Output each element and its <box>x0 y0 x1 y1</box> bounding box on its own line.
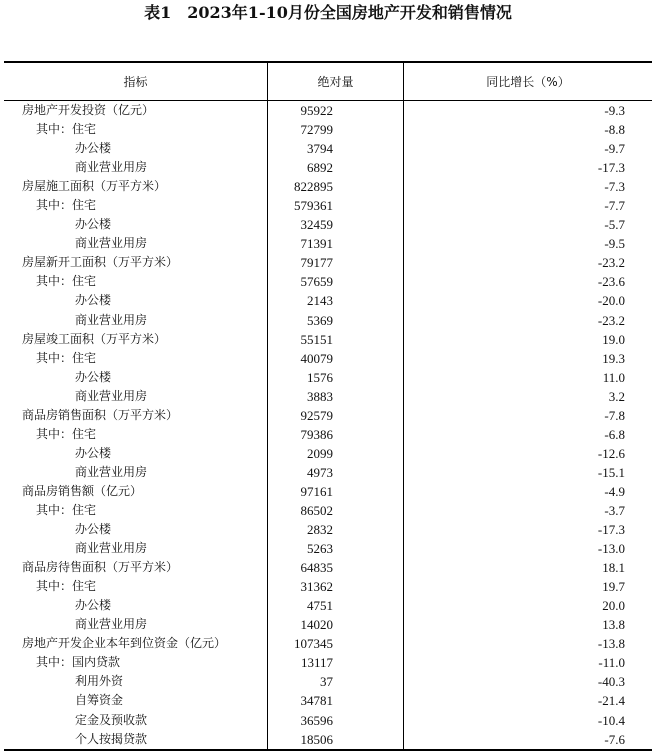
row-yoy: -23.2 <box>597 255 625 271</box>
row-label: 商品房销售额（亿元） <box>22 483 143 498</box>
table-row <box>4 634 652 653</box>
data-table <box>4 61 652 751</box>
row-label: 其中：住宅 <box>36 502 97 517</box>
table-row <box>4 234 652 253</box>
table-body <box>4 101 652 749</box>
row-label: 商业营业用房 <box>75 541 148 556</box>
row-label: 办公楼 <box>75 369 112 384</box>
table-row <box>4 596 652 615</box>
table-row <box>4 387 652 406</box>
table-row <box>4 711 652 730</box>
row-yoy: -13.0 <box>597 541 625 557</box>
row-value: 5369 <box>267 311 404 330</box>
table-row <box>4 368 652 387</box>
row-value: 36596 <box>267 711 404 730</box>
table-header <box>4 63 652 101</box>
row-value: 72799 <box>267 120 404 139</box>
row-label: 办公楼 <box>75 598 112 613</box>
row-yoy: -9.5 <box>604 236 625 252</box>
row-value: 6892 <box>267 158 404 177</box>
row-value: 3883 <box>267 387 404 406</box>
row-value: 822895 <box>267 177 404 196</box>
row-yoy: -21.4 <box>597 693 625 709</box>
row-value: 1576 <box>267 368 404 387</box>
row-value: 107345 <box>267 634 404 653</box>
row-label: 其中：住宅 <box>36 350 97 365</box>
table-row <box>4 691 652 710</box>
row-label: 办公楼 <box>75 293 112 308</box>
row-yoy: -10.4 <box>597 712 625 728</box>
row-label: 其中：住宅 <box>36 122 97 137</box>
row-value: 57659 <box>267 272 404 291</box>
row-yoy: -40.3 <box>597 674 625 690</box>
table-row <box>4 311 652 330</box>
row-value: 86502 <box>267 501 404 520</box>
row-value: 2832 <box>267 520 404 539</box>
table-row <box>4 482 652 501</box>
table-row <box>4 330 652 349</box>
row-label: 个人按揭贷款 <box>75 731 148 746</box>
row-label: 房屋新开工面积（万平方米） <box>22 255 179 270</box>
table-title: 表1 2023年1-10月份全国房地产开发和销售情况 <box>144 3 512 22</box>
row-yoy: -5.7 <box>604 217 625 233</box>
table-row <box>4 520 652 539</box>
row-label: 房地产开发投资（亿元） <box>22 103 155 117</box>
row-label: 办公楼 <box>75 522 112 537</box>
row-label: 房地产开发企业本年到位资金（亿元） <box>22 636 227 651</box>
row-value: 13117 <box>267 653 404 672</box>
row-label: 其中：住宅 <box>36 426 97 441</box>
row-yoy: 11.0 <box>602 369 625 385</box>
table-row <box>4 253 652 272</box>
row-label: 利用外资 <box>75 674 124 689</box>
header-yoy: 同比增长（%） <box>486 75 570 89</box>
row-yoy: -7.8 <box>604 407 625 423</box>
table-row <box>4 272 652 291</box>
row-label: 其中：国内贷款 <box>36 655 121 670</box>
row-value: 79386 <box>267 425 404 444</box>
table-row <box>4 139 652 158</box>
row-yoy: -20.0 <box>597 293 625 309</box>
row-label: 定金及预收款 <box>75 712 148 727</box>
row-yoy: -4.9 <box>604 483 625 499</box>
row-label: 商业营业用房 <box>75 464 148 479</box>
row-value: 18506 <box>267 730 404 749</box>
row-value: 34781 <box>267 691 404 710</box>
table-row <box>4 615 652 634</box>
row-value: 40079 <box>267 349 404 368</box>
row-label: 房屋竣工面积（万平方米） <box>22 331 167 346</box>
row-yoy: 20.0 <box>602 598 625 614</box>
row-label: 房屋施工面积（万平方米） <box>22 179 167 194</box>
row-yoy: -13.8 <box>597 636 625 652</box>
row-yoy: 19.3 <box>602 350 625 366</box>
row-label: 自筹资金 <box>75 693 124 708</box>
row-value: 71391 <box>267 234 404 253</box>
table-row <box>4 425 652 444</box>
row-value: 37 <box>267 672 404 691</box>
row-label: 其中：住宅 <box>36 579 97 594</box>
row-value: 4973 <box>267 463 404 482</box>
table-row <box>4 349 652 368</box>
table-row <box>4 406 652 425</box>
row-value: 64835 <box>267 558 404 577</box>
row-yoy: -9.7 <box>604 141 625 157</box>
table-row <box>4 463 652 482</box>
row-yoy: -11.0 <box>598 655 625 671</box>
row-value: 95922 <box>267 101 404 120</box>
row-yoy: -23.6 <box>597 274 625 290</box>
row-label: 商业营业用房 <box>75 617 148 632</box>
row-yoy: -6.8 <box>604 426 625 442</box>
row-value: 79177 <box>267 253 404 272</box>
table-row <box>4 215 652 234</box>
row-label: 商业营业用房 <box>75 160 148 175</box>
row-yoy: -3.7 <box>604 502 625 518</box>
row-yoy: -12.6 <box>597 445 625 461</box>
row-yoy: -7.6 <box>604 731 625 747</box>
header-indicator: 指标 <box>123 75 148 89</box>
row-value: 5263 <box>267 539 404 558</box>
row-yoy: 19.7 <box>602 579 625 595</box>
row-value: 32459 <box>267 215 404 234</box>
table-row <box>4 539 652 558</box>
row-label: 其中：住宅 <box>36 198 97 213</box>
table-row <box>4 501 652 520</box>
table-row <box>4 672 652 691</box>
table-row <box>4 291 652 310</box>
row-yoy: -15.1 <box>597 464 625 480</box>
row-value: 2143 <box>267 291 404 310</box>
row-yoy: 13.8 <box>602 617 625 633</box>
row-value: 3794 <box>267 139 404 158</box>
row-yoy: -9.3 <box>604 103 625 118</box>
row-yoy: 19.0 <box>602 331 625 347</box>
row-label: 办公楼 <box>75 445 112 460</box>
row-value: 2099 <box>267 444 404 463</box>
row-yoy: -7.3 <box>604 179 625 195</box>
row-yoy: -8.8 <box>604 122 625 138</box>
row-label: 商品房待售面积（万平方米） <box>22 560 179 575</box>
table-row <box>4 653 652 672</box>
table-row <box>4 558 652 577</box>
table-row <box>4 120 652 139</box>
table-row <box>4 730 652 749</box>
table-row <box>4 177 652 196</box>
row-yoy: -7.7 <box>604 198 625 214</box>
row-label: 商业营业用房 <box>75 236 148 251</box>
row-label: 商品房销售面积（万平方米） <box>22 407 179 422</box>
table-row <box>4 444 652 463</box>
row-value: 579361 <box>267 196 404 215</box>
row-yoy: 3.2 <box>608 388 625 404</box>
row-label: 其中：住宅 <box>36 274 97 289</box>
row-yoy: -17.3 <box>597 160 625 176</box>
row-value: 97161 <box>267 482 404 501</box>
table-row <box>4 196 652 215</box>
row-value: 92579 <box>267 406 404 425</box>
table-row <box>4 101 652 120</box>
row-label: 办公楼 <box>75 141 112 156</box>
header-absolute: 绝对量 <box>267 63 404 100</box>
table-row <box>4 158 652 177</box>
table-row <box>4 577 652 596</box>
row-value: 55151 <box>267 330 404 349</box>
row-label: 办公楼 <box>75 217 112 232</box>
row-value: 4751 <box>267 596 404 615</box>
row-yoy: 18.1 <box>602 560 625 576</box>
row-yoy: -17.3 <box>597 522 625 538</box>
row-yoy: -23.2 <box>597 312 625 328</box>
row-label: 商业营业用房 <box>75 312 148 327</box>
row-label: 商业营业用房 <box>75 388 148 403</box>
row-value: 14020 <box>267 615 404 634</box>
row-value: 31362 <box>267 577 404 596</box>
